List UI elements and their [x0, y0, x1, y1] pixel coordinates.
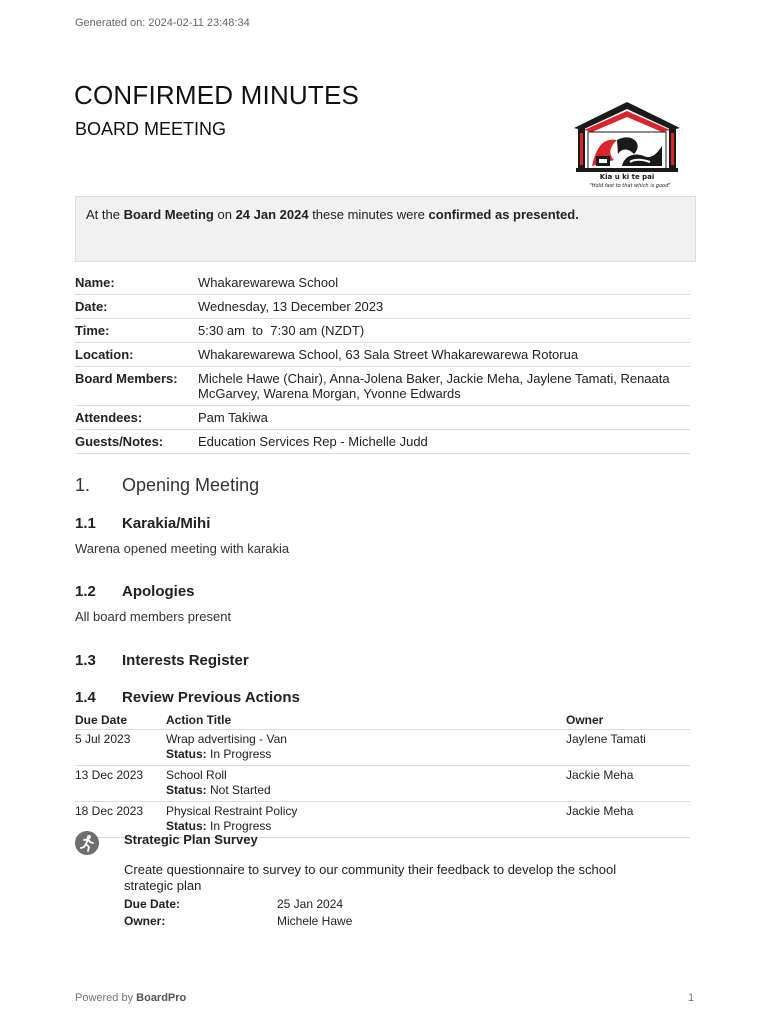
action-status: Status: Not Started: [166, 783, 271, 797]
action-status: Status: In Progress: [166, 747, 272, 761]
action-due-date: 18 Dec 2023: [75, 804, 144, 818]
info-label: Attendees:: [75, 410, 143, 425]
action-title: Physical Restraint Policy: [166, 804, 298, 818]
info-value: Michele Hawe (Chair), Anna-Jolena Baker, Jackie Meha, Jaylene Tamati, Renaata McGarvey, Warena Morgan, Yvonne Edwards: [198, 371, 670, 401]
info-label: Name:: [75, 275, 115, 290]
footer-powered-by: Powered by BoardPro: [75, 992, 187, 1004]
action-owner: Jackie Meha: [566, 804, 634, 818]
item-heading-karakia: 1.1 Karakia/Mihi: [75, 515, 211, 532]
action-due-date: 5 Jul 2023: [75, 732, 131, 746]
generated-timestamp: Generated on: 2024-02-11 23:48:34: [75, 17, 250, 29]
item-heading-interests-register: 1.3 Interests Register: [75, 652, 249, 669]
info-value: Pam Takiwa: [198, 410, 268, 425]
action-title: School Roll: [166, 768, 227, 782]
logo-motto-english: "Hold fast to that which is good": [589, 183, 671, 189]
meeting-info-table: [75, 271, 690, 454]
info-row-attendees: [75, 406, 690, 430]
actions-header-row: [75, 713, 690, 730]
confirmation-text: At the Board Meeting on 24 Jan 2024 these minutes were confirmed as presented.: [86, 207, 579, 222]
section-heading-opening-meeting: 1. Opening Meeting: [75, 475, 260, 495]
task-description: Create questionnaire to survey to our community their feedback to develop the school strategic plan: [124, 862, 617, 893]
info-row-location: [75, 343, 690, 367]
confirmation-box: [75, 196, 696, 262]
info-value: Whakarewarewa School: [198, 275, 339, 290]
action-status: Status: In Progress: [166, 819, 272, 833]
info-label: Date:: [75, 299, 108, 314]
task-meta: [124, 896, 352, 930]
task-owner: Owner: Michele Hawe: [124, 914, 353, 928]
item-heading-review-actions: 1.4 Review Previous Actions: [75, 689, 300, 706]
info-value: 5:30 am to 7:30 am (NZDT): [198, 323, 365, 338]
page-title: CONFIRMED MINUTES: [74, 80, 360, 110]
item-text-apologies: All board members present: [75, 609, 232, 624]
running-person-icon: [75, 831, 99, 855]
info-row-date: [75, 295, 690, 319]
info-label: Location:: [75, 347, 134, 362]
logo-motto-maori: Kia u ki te pai: [599, 173, 655, 181]
info-label: Board Members:: [75, 371, 178, 386]
action-title: Wrap advertising - Van: [166, 732, 287, 746]
action-owner: Jaylene Tamati: [566, 732, 646, 746]
action-owner: Jackie Meha: [566, 768, 634, 782]
page-subtitle: BOARD MEETING: [75, 119, 227, 139]
page-number: 1: [688, 992, 695, 1004]
action-due-date: 13 Dec 2023: [75, 768, 144, 782]
info-row-time: [75, 319, 690, 343]
info-row-name: [75, 271, 690, 295]
header-action-title: Action Title: [166, 713, 232, 727]
info-value: Wednesday, 13 December 2023: [198, 299, 384, 314]
confirmation-date: 24 Jan 2024: [235, 207, 309, 222]
confirmation-status: confirmed as presented.: [428, 207, 579, 222]
school-logo-emblem-icon: [572, 100, 682, 190]
item-text-karakia: Warena opened meeting with karakia: [75, 541, 290, 556]
info-value: Whakarewarewa School, 63 Sala Street Whakarewarewa Rotorua: [198, 347, 579, 362]
info-row-board-members: [75, 367, 690, 406]
table-row: [75, 766, 690, 802]
previous-actions-table: [75, 713, 690, 838]
meeting-type: Board Meeting: [123, 207, 214, 222]
table-row: [75, 730, 690, 766]
task-title: Strategic Plan Survey: [124, 832, 258, 847]
footer-brand: BoardPro: [136, 992, 187, 1004]
school-logo: [572, 100, 682, 190]
item-heading-apologies: 1.2 Apologies: [75, 583, 195, 600]
info-value: Education Services Rep - Michelle Judd: [198, 434, 428, 449]
info-label: Guests/Notes:: [75, 434, 164, 449]
header-owner: Owner: [566, 713, 604, 727]
task-due-date: Due Date: 25 Jan 2024: [124, 897, 344, 911]
info-row-guests: [75, 430, 690, 454]
header-due-date: Due Date: [75, 713, 128, 727]
info-label: Time:: [75, 323, 110, 338]
